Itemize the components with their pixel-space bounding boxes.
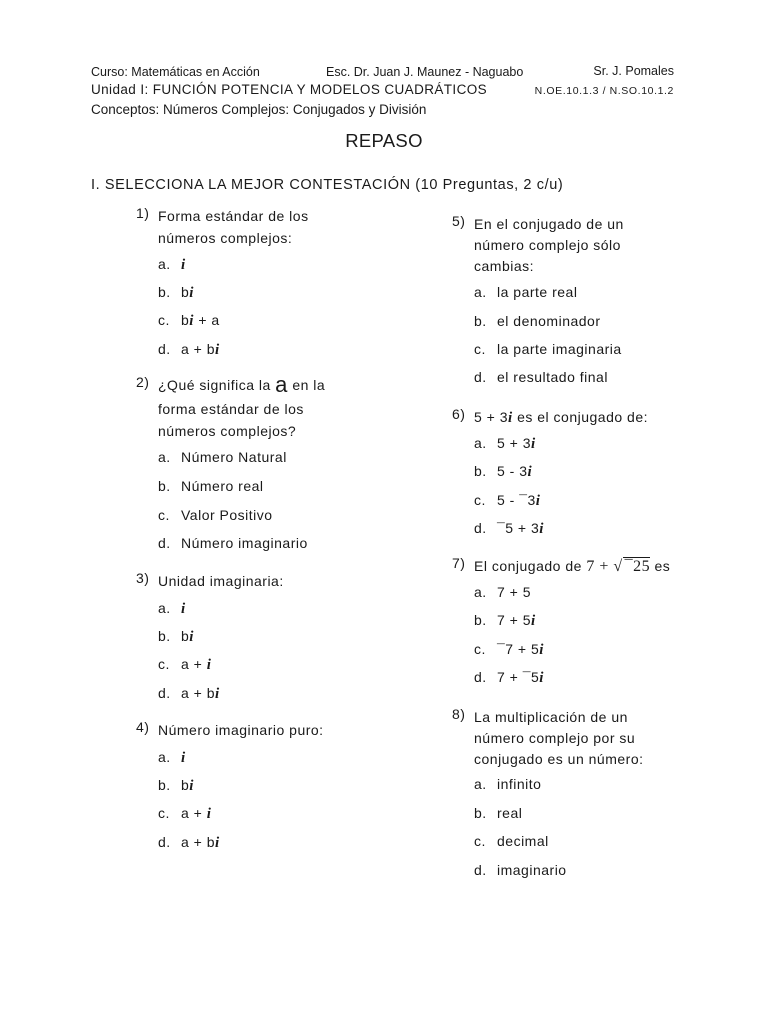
option-text: el resultado final bbox=[497, 369, 608, 385]
question-number: 8) bbox=[452, 706, 466, 722]
option-a bbox=[158, 749, 186, 767]
option-letter: b. bbox=[474, 313, 487, 329]
question-text-line: En el conjugado de un bbox=[474, 216, 624, 232]
option-text: Número Natural bbox=[181, 449, 287, 465]
option-letter: c. bbox=[474, 341, 486, 357]
option-c bbox=[158, 507, 273, 523]
option-letter: d. bbox=[474, 862, 487, 878]
option-text: la parte real bbox=[497, 284, 578, 300]
option-c bbox=[474, 492, 540, 510]
question-text: 5 + 3 bbox=[474, 409, 509, 425]
option-d bbox=[158, 834, 220, 852]
option-c bbox=[474, 641, 544, 659]
imaginary-unit: i bbox=[215, 835, 220, 851]
section-heading: I. SELECCIONA LA MEJOR CONTESTACIÓN (10 Preguntas, 2 c/u) bbox=[91, 177, 564, 193]
course-label: Curso: Matemáticas en Acción bbox=[91, 65, 260, 79]
imaginary-unit: i bbox=[215, 342, 220, 358]
question-text: ¿Qué significa la bbox=[158, 377, 271, 393]
option-b bbox=[474, 463, 532, 481]
radical-base: 7 + √ bbox=[586, 558, 623, 575]
option-text: ¯7 + 5 bbox=[497, 641, 540, 657]
option-text: + a bbox=[193, 312, 220, 328]
option-text: 5 - 3 bbox=[497, 463, 528, 479]
option-text: a + bbox=[181, 656, 207, 672]
option-text: decimal bbox=[497, 833, 549, 849]
option-text: b bbox=[181, 284, 190, 300]
option-c bbox=[474, 833, 549, 849]
option-letter: b. bbox=[474, 463, 487, 479]
option-text: el denominador bbox=[497, 313, 601, 329]
concepts-label: Conceptos: Números Complejos: Conjugados y División bbox=[91, 102, 427, 117]
standards-label: N.OE.10.1.3 / N.SO.10.1.2 bbox=[534, 85, 674, 97]
option-letter: d. bbox=[474, 520, 487, 536]
question-text: es bbox=[654, 558, 671, 574]
option-d bbox=[474, 862, 567, 878]
option-text: a + bbox=[181, 805, 207, 821]
imaginary-unit: i bbox=[206, 806, 212, 822]
radical-expression bbox=[586, 557, 650, 575]
option-a bbox=[474, 776, 541, 792]
option-letter: b. bbox=[474, 612, 487, 628]
option-letter: d. bbox=[158, 535, 171, 551]
option-a bbox=[474, 584, 531, 600]
option-c bbox=[158, 656, 211, 674]
option-letter: a. bbox=[158, 256, 171, 272]
question-text-line: conjugado es un número: bbox=[474, 751, 644, 767]
question-text-line: número complejo por su bbox=[474, 730, 636, 746]
option-letter: a. bbox=[158, 600, 171, 616]
imaginary-unit: i bbox=[535, 493, 541, 509]
imaginary-unit: i bbox=[539, 521, 544, 537]
option-letter: c. bbox=[158, 507, 170, 523]
question-number: 2) bbox=[136, 374, 150, 390]
option-letter: a. bbox=[474, 284, 487, 300]
imaginary-unit: i bbox=[531, 436, 536, 452]
option-b bbox=[158, 284, 194, 302]
option-text: la parte imaginaria bbox=[497, 341, 622, 357]
question-text-line: números complejos? bbox=[158, 423, 297, 439]
option-letter: d. bbox=[158, 685, 171, 701]
option-d bbox=[158, 685, 220, 703]
option-d bbox=[158, 341, 220, 359]
option-c bbox=[158, 805, 211, 823]
option-b bbox=[158, 777, 194, 795]
option-text: Número real bbox=[181, 478, 264, 494]
question-text-line: forma estándar de los bbox=[158, 401, 304, 417]
option-text: a + b bbox=[181, 341, 216, 357]
unit-label: Unidad I: FUNCIÓN POTENCIA Y MODELOS CUADRÁTICOS bbox=[91, 82, 488, 97]
variable-a: a bbox=[275, 372, 288, 397]
option-text: Número imaginario bbox=[181, 535, 308, 551]
imaginary-unit: i bbox=[181, 257, 186, 273]
option-a bbox=[158, 256, 186, 274]
option-text: 5 - ¯3 bbox=[497, 492, 536, 508]
question-number: 7) bbox=[452, 555, 466, 571]
option-letter: c. bbox=[474, 641, 486, 657]
imaginary-unit: i bbox=[531, 613, 536, 629]
option-letter: a. bbox=[474, 435, 487, 451]
question-text-line: números complejos: bbox=[158, 230, 293, 246]
option-b bbox=[158, 628, 194, 646]
option-letter: a. bbox=[474, 584, 487, 600]
question-text-line: número complejo sólo bbox=[474, 237, 621, 253]
question-number: 5) bbox=[452, 213, 466, 229]
option-letter: c. bbox=[474, 833, 486, 849]
imaginary-unit: i bbox=[189, 778, 194, 794]
option-letter: b. bbox=[158, 284, 171, 300]
question-text-line bbox=[158, 374, 325, 396]
option-letter: c. bbox=[158, 312, 170, 328]
question-text: en la bbox=[292, 377, 326, 393]
question-text-line: Forma estándar de los bbox=[158, 208, 309, 224]
option-text: real bbox=[497, 805, 523, 821]
option-letter: b. bbox=[474, 805, 487, 821]
option-b bbox=[474, 805, 522, 821]
option-d bbox=[474, 369, 608, 385]
question-text: es el conjugado de: bbox=[512, 409, 649, 425]
question-text-line: Número imaginario puro: bbox=[158, 722, 324, 738]
option-text: b bbox=[181, 628, 190, 644]
question-number: 3) bbox=[136, 570, 150, 586]
option-text: 7 + 5 bbox=[497, 612, 532, 628]
option-letter: d. bbox=[474, 669, 487, 685]
option-text: a + b bbox=[181, 685, 216, 701]
question-text-line bbox=[474, 555, 670, 578]
option-letter: a. bbox=[158, 749, 171, 765]
option-letter: c. bbox=[158, 656, 170, 672]
imaginary-unit: i bbox=[189, 313, 194, 329]
page-title: REPASO bbox=[345, 130, 423, 151]
option-text: Valor Positivo bbox=[181, 507, 273, 523]
radicand: ¯25 bbox=[624, 558, 651, 575]
option-b bbox=[158, 478, 264, 494]
question-text-line: cambias: bbox=[474, 258, 535, 274]
imaginary-unit: i bbox=[206, 657, 212, 673]
question-text-line bbox=[474, 406, 648, 429]
question-number: 1) bbox=[136, 205, 150, 221]
question-text-line: Unidad imaginaria: bbox=[158, 573, 284, 589]
option-text: a + b bbox=[181, 834, 216, 850]
option-c bbox=[158, 312, 220, 330]
option-b bbox=[474, 612, 536, 630]
option-text: imaginario bbox=[497, 862, 567, 878]
option-letter: c. bbox=[474, 492, 486, 508]
option-d bbox=[474, 520, 544, 538]
option-text: 5 + 3 bbox=[497, 435, 532, 451]
option-letter: d. bbox=[158, 834, 171, 850]
question-number: 4) bbox=[136, 719, 150, 735]
option-letter: c. bbox=[158, 805, 170, 821]
option-letter: a. bbox=[158, 449, 171, 465]
option-d bbox=[158, 535, 308, 551]
option-text: ¯5 + 3 bbox=[497, 520, 540, 536]
option-c bbox=[474, 341, 622, 357]
option-d bbox=[474, 669, 544, 687]
imaginary-unit: i bbox=[189, 285, 194, 301]
option-letter: b. bbox=[158, 478, 171, 494]
option-letter: b. bbox=[158, 777, 171, 793]
imaginary-unit: i bbox=[539, 670, 544, 686]
option-letter: b. bbox=[158, 628, 171, 644]
option-text: 7 + ¯5 bbox=[497, 669, 540, 685]
option-text: 7 + 5 bbox=[497, 584, 532, 600]
imaginary-unit: i bbox=[181, 601, 186, 617]
option-letter: a. bbox=[474, 776, 487, 792]
imaginary-unit: i bbox=[181, 750, 186, 766]
option-a bbox=[158, 600, 186, 618]
option-letter: d. bbox=[474, 369, 487, 385]
option-text: infinito bbox=[497, 776, 542, 792]
option-a bbox=[474, 284, 577, 300]
question-text: El conjugado de bbox=[474, 558, 587, 574]
imaginary-unit: i bbox=[508, 410, 513, 426]
imaginary-unit: i bbox=[527, 464, 533, 480]
imaginary-unit: i bbox=[539, 642, 544, 658]
option-text: b bbox=[181, 777, 190, 793]
option-text: b bbox=[181, 312, 190, 328]
question-number: 6) bbox=[452, 406, 466, 422]
imaginary-unit: i bbox=[215, 686, 220, 702]
option-a bbox=[158, 449, 287, 465]
teacher-label: Sr. J. Pomales bbox=[593, 64, 674, 78]
imaginary-unit: i bbox=[189, 629, 194, 645]
option-a bbox=[474, 435, 536, 453]
option-letter: d. bbox=[158, 341, 171, 357]
option-b bbox=[474, 313, 601, 329]
question-text-line: La multiplicación de un bbox=[474, 709, 628, 725]
school-label: Esc. Dr. Juan J. Maunez - Naguabo bbox=[326, 65, 524, 79]
